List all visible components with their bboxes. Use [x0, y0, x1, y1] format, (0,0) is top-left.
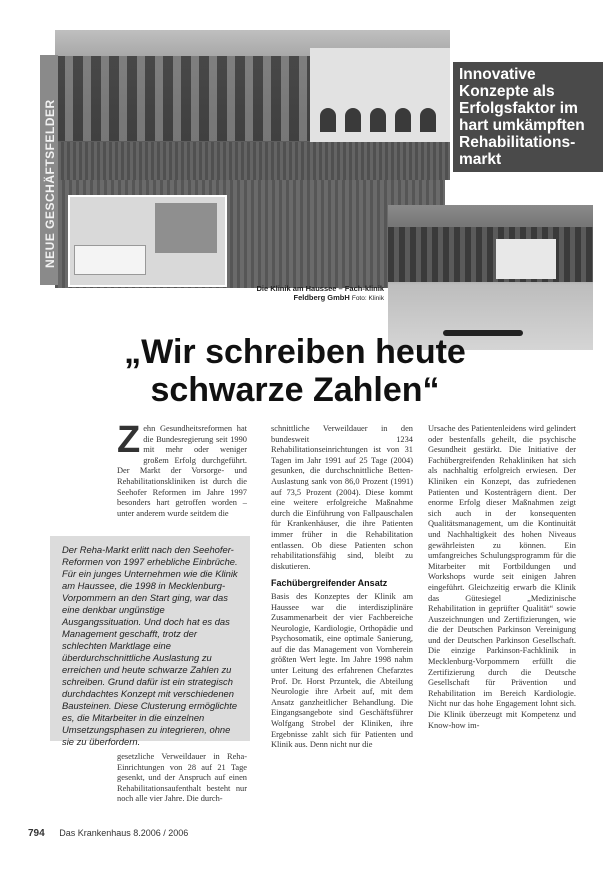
column-2-text-2: Basis des Konzeptes der Klinik am Haussee war die interdisziplinäre Zusammenarbeit der vier Fachbereiche Neurologie, Kardiologie, Orthopädie und Psychosomatik, eine optimale Sanierung, auf die das Management von Vornherein größten Wert legte. Im Jahre 1998 nahm unter Leitung des erfahrenen Chefarztes Prof. Dr. Horst Przuntek, die Abteilung Neurologie ihre Arbeit auf, mit dem Ansatz ganzheitlicher Behandlung. Die Eingangsangebote sind Geschäftsführer Wolfgang Strobel der Kliniken, ihre Ergebnisse zahlt sich für Patienten und Klinik aus. Denn nicht nur die [271, 591, 413, 750]
room-window [155, 203, 217, 253]
dropcap: Z [117, 419, 141, 461]
column-1-continued: gesetzliche Verweildauer in Reha-Einrichtungen von 28 auf 21 Tage gesenkt, und der Anspruch auf einen Rehabilitationsaufenthalt besteht nur noch alle vier Jahre. Die durch- [117, 752, 247, 804]
teaser-box: Innovative Konzepte als Erfolgsfaktor im hart umkämpften Rehabilitations-markt [453, 62, 603, 172]
patient-room-photo [68, 195, 227, 287]
photo-credit: Foto: Klinik [351, 295, 384, 302]
caption-text: Die Klinik am Haussee – Fach-klinik Feldberg GmbH [256, 284, 384, 302]
clinic-main-building [310, 48, 450, 143]
page-number: 794 [28, 828, 45, 839]
column-1 [117, 419, 247, 519]
subheading: Fachübergreifender Ansatz [271, 578, 388, 589]
lakeside-building [496, 239, 556, 279]
page-footer [28, 828, 588, 839]
hero-photo-clinic [55, 30, 450, 180]
column-2-text: schnittliche Verweildauer in den bundesweit 1234 Rehabilitationseinrichtungen ist von 31 Tagen im Jahr 1991 auf 25 Tage (2004) gesunken, die durchschnittliche Betten-Auslastung sank von 86,0 Prozent (1991) auf 73,5 Prozent (2004). Diese kommt eine weitere erfolgreiche Maßnahme durch die Einführung von Fallpauschalen für Krankenhäuser, die ihre Patienten immer früher in die Rehabilitation entlassen. Ob diese Patienten schon rehabilitationsfähig sind, bleibt zu diskutieren. [271, 424, 413, 571]
column-1-text: ehn Gesundheitsreformen hat die Bundesregierung seit 1990 mit mehr oder weniger großem Erfolg durchgeführt. Der Markt der Vorsorge- und Rehabilitationskliniken ist durch die Seehofer Reformen im Jahre 1997 besonders hart getroffen worden – unter anderem wurde seitdem die [117, 424, 247, 518]
forest [388, 227, 593, 282]
bed [74, 245, 146, 275]
column-2 [271, 424, 413, 751]
pull-quote: Der Reha-Markt erlitt nach den Seehofer-Reformen von 1997 erhebliche Einbrüche. Für ein junges Unternehmen wie die Klinik am Haussee, die 1998 in Mecklenburg-Vorpommern an den Start ging, war das eine denkbar ungünstige Ausgangssituation. Und doch hat es das Management geschafft, trotz der schlechten Marktlage eine überdurchschnittliche Auslastung zu erreichen und heute schwarze Zahlen zu schreiben. Grund dafür ist ein strategisch durchdachtes Konzept mit verschiedenen Bausteinen. Diese Clusterung ermöglichte es, die Mitarbeiter in die einzelnen Umsetzungsphasen zu integrieren, ohne sie zu überfordern. [50, 536, 250, 741]
column-3: Ursache des Patientenleidens wird gelindert oder bestenfalls geheilt, die psychische Gesundheit gestärkt. Die Initiative der Fachübergreifenden Rehakliniken hat sich als nachhaltig erfolgreich erwiesen. Der Kliniken ein Konzept, das zufriedenen Patienten und Kostenträgern dient. Der enorme Erfolg dieser Maßnahmen zeigt sich auch in der konsequenten Qualitätsmanagement, um die Kontinuität und Nachhaltigkeit des hohen Niveaus gewährleisten zu können. Ein umfangreiches Schulungsprogramm für die Mitarbeiter mit Fortbildungen und Workshops wurde seit einigen Jahren eingeführt. Gleichzeitig erwarb die Klinik das Gütesiegel „Medizinische Rehabilitation in geprüfter Qualität“ sowie Auszeichnungen und Zertifizierungen, wie die der Deutschen Parkinson Vereinigung und der Deutschen Parkinson Gesellschaft. Die einzige Parkinson-Fachklinik in Mecklenburg-Vorpommern erfüllt die Zertifizierung durch die Deutsche Gesellschaft für Prävention und Rehabilitation im Bereich Kardiologie. Nicht nur das hohe Engagement lohnt sich. Die Klinik überzeugt mit Kompetenz und Know-how im- [428, 424, 576, 730]
clinic-wing-left [55, 56, 315, 141]
section-label: NEUE GESCHÄFTSFELDER [43, 99, 57, 268]
headline: „Wir schreiben heute schwarze Zahlen“ [124, 333, 466, 409]
journal-name: Das Krankenhaus 8.2006 / 2006 [59, 828, 189, 838]
photo-caption [224, 284, 384, 303]
lake-photo [388, 205, 593, 350]
lawn [55, 142, 450, 180]
